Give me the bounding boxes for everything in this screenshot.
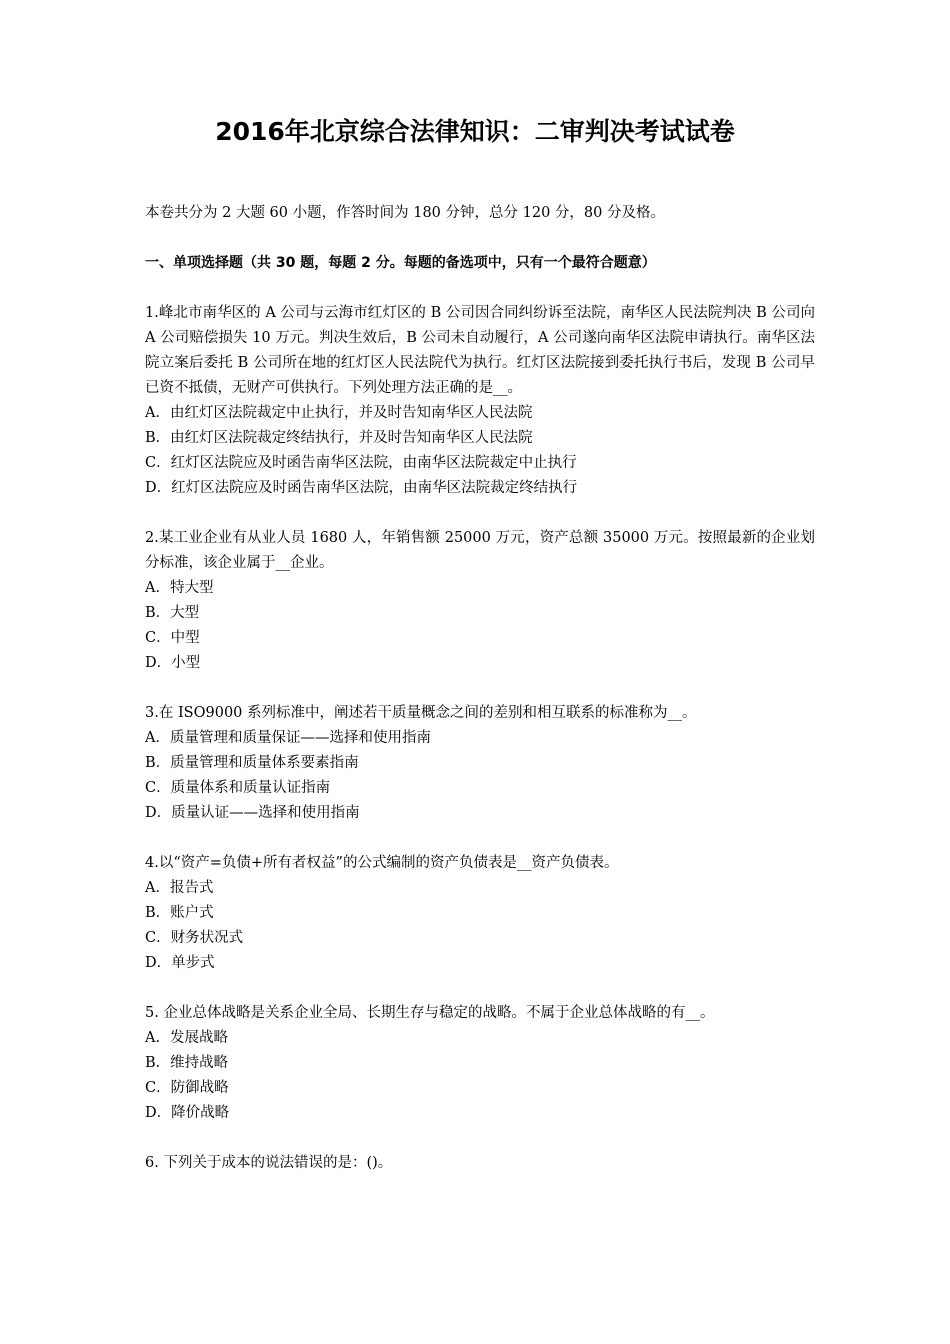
option-a: A．由红灯区法院裁定中止执行，并及时告知南华区人民法院 [145,405,533,421]
option-d: D．降价战略 [145,1105,230,1121]
option-a: A．发展战略 [145,1030,228,1046]
question-stem: 2.某工业企业有从业人员 1680 人，年销售额 25000 万元，资产总额 35000 万元。按照最新的企业划分标准，该企业属于__企业。 [145,530,815,571]
option-b: B．质量管理和质量体系要素指南 [145,755,359,771]
question-stem: 6. 下列关于成本的说法错误的是：()。 [145,1155,393,1171]
option-d: D．小型 [145,655,201,671]
question-stem: 4.以“资产=负债+所有者权益”的公式编制的资产负债表是__资产负债表。 [145,855,619,871]
question-stem: 3.在 ISO9000 系列标准中，阐述若干质量概念之间的差别和相互联系的标准称为__。 [145,705,697,721]
question-stem: 5. 企业总体战略是关系企业全局、长期生存与稳定的战略。不属于企业总体战略的有__。 [145,1005,715,1021]
option-b: B．由红灯区法院裁定终结执行，并及时告知南华区人民法院 [145,430,533,446]
option-b: B．账户式 [145,905,214,921]
question-3 [145,701,815,826]
section-heading: 一、单项选择题（共 30 题，每题 2 分。每题的备选项中，只有一个最符合题意） [145,255,656,271]
option-d: D．单步式 [145,955,215,971]
question-5 [145,1001,815,1126]
question-4 [145,851,815,976]
option-c: C．财务状况式 [145,930,244,946]
question-2 [145,526,815,676]
option-b: B．大型 [145,605,200,621]
option-c: C．中型 [145,630,200,646]
option-d: D．质量认证——选择和使用指南 [145,805,360,821]
option-c: C．红灯区法院应及时函告南华区法院，由南华区法院裁定中止执行 [145,455,577,471]
option-b: B．维持战略 [145,1055,229,1071]
question-stem: 1.峰北市南华区的 A 公司与云海市红灯区的 B 公司因合同纠纷诉至法院，南华区人民法院判决 B 公司向 A 公司赔偿损失 10 万元。判决生效后，B 公司未自动履行，A 公司遂向南华区法院申请执行。南华区法院立案后委托 B 公司所在地的红灯区人民法院代为执行。红灯区法院接到委托执行书后，发现 B 公司早已资不抵债，无财产可供执行。下列处理方法正确的是__。 [145,305,815,396]
document-body [145,201,815,1201]
exam-intro: 本卷共分为 2 大题 60 小题，作答时间为 180 分钟，总分 120 分，80 分及格。 [145,205,665,221]
option-a: A．质量管理和质量保证——选择和使用指南 [145,730,431,746]
option-c: C．质量体系和质量认证指南 [145,780,331,796]
option-c: C．防御战略 [145,1080,229,1096]
document-title: 2016年北京综合法律知识：二审判决考试试卷 [215,117,735,146]
option-d: D．红灯区法院应及时函告南华区法院，由南华区法院裁定终结执行 [145,480,578,496]
question-1 [145,301,815,501]
option-a: A．特大型 [145,580,214,596]
question-6 [145,1151,815,1176]
option-a: A．报告式 [145,880,214,896]
